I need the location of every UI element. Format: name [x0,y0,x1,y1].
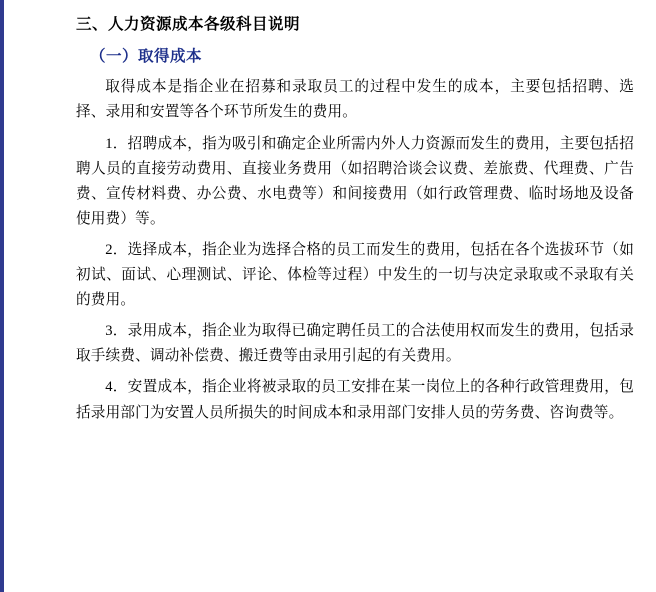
paragraph-item-2: 2．选择成本，指企业为选择合格的员工而发生的费用，包括在各个选拔环节（如初试、面试、心理测试、评论、体检等过程）中发生的一切与决定录取或不录取有关的费用。 [76,241,634,309]
paragraph-intro: 取得成本是指企业在招募和录取员工的过程中发生的成本，主要包括招聘、选择、录用和安置等各个环节所发生的费用。 [76,79,634,121]
document-content [4,0,656,592]
subsection-heading: （一）取得成本 [90,47,203,65]
paragraph-item-4: 4．安置成本，指企业将被录取的员工安排在某一岗位上的各种行政管理费用，包括录用部门为安置人员所损失的时间成本和录用部门安排人员的劳务费、咨询费等。 [76,379,634,421]
paragraph-item-3: 3．录用成本，指企业为取得已确定聘任员工的合法使用权而发生的费用，包括录取手续费、调动补偿费、搬迁费等由录用引起的有关费用。 [76,323,634,365]
section-heading: 三、人力资源成本各级科目说明 [76,16,301,33]
paragraph-item-1: 1．招聘成本，指为吸引和确定企业所需内外人力资源而发生的费用，主要包括招聘人员的直接劳动费用、直接业务费用（如招聘洽谈会议费、差旅费、代理费、广告费、宣传材料费、办公费、水电费等）和间接费用（如行政管理费、临时场地及设备使用费）等。 [76,135,634,227]
